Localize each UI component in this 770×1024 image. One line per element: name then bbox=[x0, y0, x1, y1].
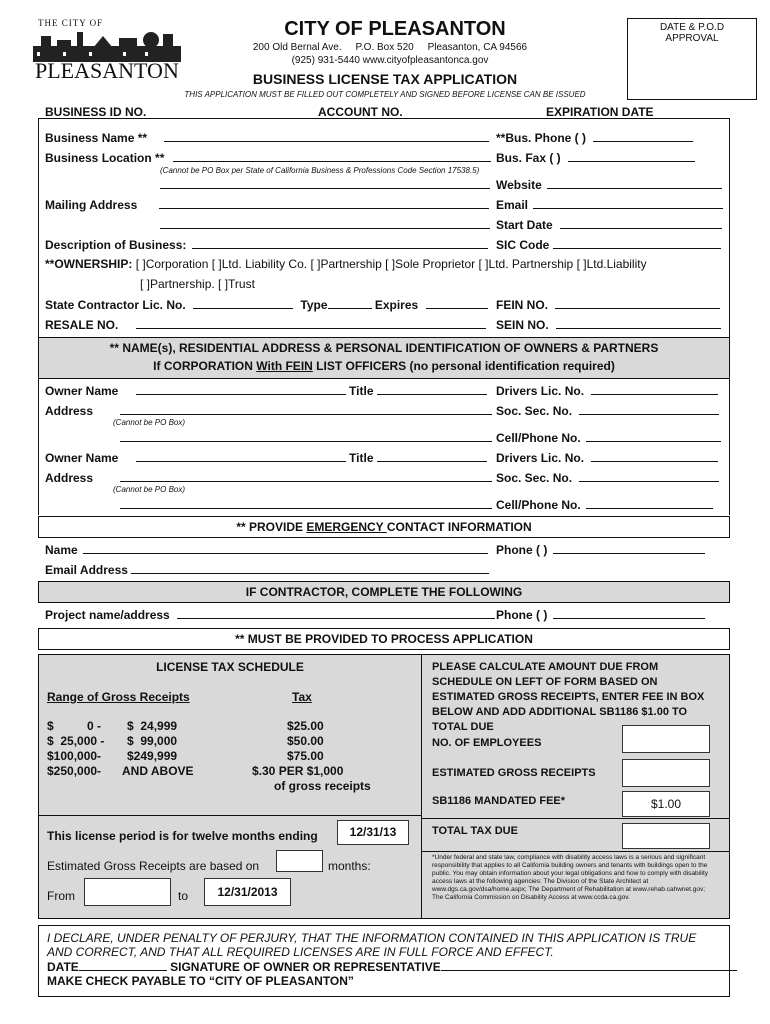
city-logo bbox=[33, 18, 183, 83]
owner1-address-field[interactable] bbox=[120, 403, 492, 415]
emergency-header: ** PROVIDE EMERGENCY CONTACT INFORMATION bbox=[38, 516, 730, 538]
schedule-row-4 bbox=[47, 764, 407, 778]
required-note-box: ** MUST BE PROVIDED TO PROCESS APPLICATION bbox=[38, 628, 730, 650]
owner2-title-label: Title bbox=[349, 451, 374, 465]
owner2-name-field[interactable] bbox=[136, 450, 346, 462]
emergency-email-row bbox=[45, 562, 489, 577]
schedule-row-1 bbox=[47, 719, 387, 733]
owner1-ssn-label: Soc. Sec. No. bbox=[496, 404, 573, 418]
emergency-email-label: Email Address bbox=[45, 563, 128, 577]
mailing-field-2[interactable] bbox=[160, 217, 490, 229]
owner2-cell-row bbox=[496, 497, 713, 512]
email-label: Email bbox=[496, 198, 529, 212]
based-on-text: Estimated Gross Receipts are based on bbox=[47, 859, 260, 873]
emergency-name-row bbox=[45, 542, 488, 557]
owner1-drivers-row bbox=[496, 383, 718, 398]
sein-field[interactable] bbox=[556, 317, 721, 329]
emergency-name-field[interactable] bbox=[83, 542, 488, 554]
owner2-address-field-2[interactable] bbox=[120, 497, 492, 509]
bus-phone-row bbox=[496, 130, 693, 145]
website-row bbox=[496, 177, 722, 192]
sb1186-label: SB1186 MANDATED FEE* bbox=[432, 795, 566, 807]
total-field[interactable] bbox=[622, 823, 710, 849]
owner2-address-label: Address bbox=[45, 471, 94, 485]
location-line2 bbox=[160, 177, 490, 192]
business-location-label: Business Location ** bbox=[45, 151, 165, 165]
sein-row bbox=[496, 317, 721, 332]
row4-to: AND ABOVE bbox=[122, 764, 194, 778]
schedule-col-tax: Tax bbox=[292, 690, 312, 704]
row2-from: $ 25,000 - bbox=[47, 734, 105, 748]
ownership-row bbox=[45, 257, 647, 271]
row1-to: $ 24,999 bbox=[127, 719, 178, 733]
contractor-label: State Contractor Lic. No. bbox=[45, 298, 186, 312]
contractor-field[interactable] bbox=[193, 297, 293, 309]
owner1-title-label: Title bbox=[349, 384, 374, 398]
payable-text: MAKE CHECK PAYABLE TO “CITY OF PLEASANTON” bbox=[47, 974, 354, 988]
website-label: Website bbox=[496, 178, 542, 192]
type-label: Type bbox=[300, 298, 328, 312]
expiration-label: EXPIRATION DATE bbox=[546, 105, 654, 119]
owner1-ssn-field[interactable] bbox=[579, 403, 719, 415]
owner1-row bbox=[45, 383, 487, 398]
sb1186-field[interactable]: $1.00 bbox=[622, 791, 710, 817]
start-date-label: Start Date bbox=[496, 218, 553, 232]
email-field[interactable] bbox=[533, 197, 723, 209]
calc-divider-2 bbox=[422, 851, 730, 852]
emergency-phone-field[interactable] bbox=[553, 542, 705, 554]
owner1-address-row bbox=[45, 403, 492, 418]
bus-fax-label: Bus. Fax ( ) bbox=[496, 151, 561, 165]
row2-tax: $50.00 bbox=[287, 734, 324, 748]
start-date-field[interactable] bbox=[560, 217, 722, 229]
owner2-ssn-row bbox=[496, 470, 719, 485]
location-note: (Cannot be PO Box per State of California Business & Professions Code Section 17538.5) bbox=[160, 166, 480, 175]
instruction-text: THIS APPLICATION MUST BE FILLED OUT COMPLETELY AND SIGNED BEFORE LICENSE CAN BE ISSUED bbox=[184, 90, 586, 99]
owner1-name-label: Owner Name bbox=[45, 384, 119, 398]
approval-label: DATE & P.O.D APPROVAL bbox=[659, 22, 725, 44]
declaration-text: I DECLARE, UNDER PENALTY OF PERJURY, THAT THE INFORMATION CONTAINED IN THIS APPLICATION IS TRUE AND CORRECT, AND THAT ALL REQUIRED LICENSES ARE IN FULL FORCE AND EFFECT. bbox=[47, 931, 697, 959]
gross-field[interactable] bbox=[622, 759, 710, 787]
from-field[interactable] bbox=[84, 878, 171, 906]
employees-label: NO. OF EMPLOYEES bbox=[432, 737, 542, 749]
fein-row bbox=[496, 297, 720, 312]
schedule-col-range: Range of Gross Receipts bbox=[47, 690, 190, 704]
type-field[interactable] bbox=[328, 297, 372, 309]
owner2-address-field[interactable] bbox=[120, 470, 492, 482]
owners-border bbox=[38, 379, 730, 515]
signature-row bbox=[39, 959, 729, 974]
sic-label: SIC Code bbox=[496, 238, 550, 252]
to-field[interactable]: 12/31/2013 bbox=[204, 878, 291, 906]
owner1-ssn-row bbox=[496, 403, 719, 418]
resale-label: RESALE NO. bbox=[45, 318, 119, 332]
contractor-phone-row bbox=[496, 607, 705, 622]
row1-from: $ 0 - bbox=[47, 719, 102, 733]
owners-title-1: ** NAME(s), RESIDENTIAL ADDRESS & PERSONAL IDENTIFICATION OF OWNERS & PARTNERS bbox=[109, 341, 659, 355]
owner1-name-field[interactable] bbox=[136, 383, 346, 395]
owner2-cell-label: Cell/Phone No. bbox=[496, 498, 581, 512]
disability-footnote: *Under federal and state law, compliance with disability access laws is a serious and significant responsibility that applies to all California building owners and tenants with buildings open to the public. You may obtain information about your legal obligations and how to comply with disability access laws at the following agencies: The Division of the State Architect at www.dgs.ca.gov/dsa/home.aspx; The Department of Rehabilitation at www.rehab.cahwnet.gov; The California Commission on Disability Access at www.ccda.ca.gov. bbox=[432, 854, 709, 901]
owner1-address-line2 bbox=[120, 430, 492, 445]
bus-fax-row bbox=[496, 150, 695, 165]
period-text: This license period is for twelve months ending bbox=[47, 829, 318, 843]
project-label: Project name/address bbox=[45, 608, 170, 622]
emergency-phone-row bbox=[496, 542, 705, 557]
owner2-po-note: (Cannot be PO Box) bbox=[113, 485, 186, 494]
fein-field[interactable] bbox=[555, 297, 720, 309]
total-label: TOTAL TAX DUE bbox=[432, 825, 518, 837]
owner2-drivers-label: Drivers Lic. No. bbox=[496, 451, 585, 465]
mailing-row bbox=[45, 197, 489, 212]
owner1-drivers-label: Drivers Lic. No. bbox=[496, 384, 585, 398]
signature-label: SIGNATURE OF OWNER OR REPRESENTATIVE bbox=[170, 960, 441, 974]
tax-note: of gross receipts bbox=[274, 779, 371, 793]
row1-tax: $25.00 bbox=[287, 719, 324, 733]
signature-field[interactable] bbox=[441, 959, 737, 971]
owner1-title-field[interactable] bbox=[377, 383, 487, 395]
website-field[interactable] bbox=[547, 177, 722, 189]
business-id-label: BUSINESS ID NO. bbox=[45, 105, 147, 119]
description-field[interactable] bbox=[192, 237, 488, 249]
months-label: months: bbox=[328, 859, 371, 873]
skyline-icon bbox=[33, 28, 181, 62]
expires-label: Expires bbox=[374, 298, 419, 312]
date-field[interactable] bbox=[79, 959, 167, 971]
business-location-field-2[interactable] bbox=[160, 177, 490, 189]
to-label: to bbox=[178, 889, 189, 903]
schedule-divider-v bbox=[421, 654, 422, 919]
fein-label: FEIN NO. bbox=[496, 298, 549, 312]
business-location-row bbox=[45, 150, 491, 165]
from-label: From bbox=[47, 889, 75, 903]
owners-title-2: If CORPORATION With FEIN LIST OFFICERS (no personal identification required) bbox=[153, 359, 615, 373]
mailing-field[interactable] bbox=[159, 197, 489, 209]
bus-fax-field[interactable] bbox=[568, 150, 695, 162]
date-label: DATE bbox=[47, 960, 79, 974]
header-address: 200 Old Bernal Ave. P.O. Box 520 Pleasanton, CA 94566 bbox=[252, 42, 528, 53]
bus-phone-label: **Bus. Phone ( ) bbox=[496, 131, 587, 145]
emergency-email-field[interactable] bbox=[131, 562, 489, 574]
header-contact: (925) 931-5440 www.cityofpleasantonca.gov bbox=[291, 55, 489, 66]
approval-box bbox=[627, 18, 757, 100]
owner1-address-label: Address bbox=[45, 404, 94, 418]
owner1-cell-field[interactable] bbox=[586, 430, 721, 442]
business-name-field[interactable] bbox=[164, 130, 489, 142]
schedule-title: LICENSE TAX SCHEDULE bbox=[156, 660, 304, 674]
owner1-cell-label: Cell/Phone No. bbox=[496, 431, 581, 445]
bus-phone-field[interactable] bbox=[593, 130, 693, 142]
contractor-row bbox=[45, 297, 488, 312]
description-label: Description of Business: bbox=[45, 238, 187, 252]
owner2-row bbox=[45, 450, 487, 465]
row2-to: $ 99,000 bbox=[127, 734, 178, 748]
contractor-header: IF CONTRACTOR, COMPLETE THE FOLLOWING bbox=[38, 581, 730, 603]
owner2-cell-field[interactable] bbox=[586, 497, 713, 509]
ownership-label: **OWNERSHIP: bbox=[45, 257, 133, 271]
business-location-field[interactable] bbox=[173, 150, 491, 162]
owner1-po-note: (Cannot be PO Box) bbox=[113, 418, 186, 427]
row4-tax: $.30 PER $1,000 bbox=[252, 764, 344, 778]
logo-the-city-of: THE CITY OF bbox=[38, 18, 104, 28]
employees-field[interactable] bbox=[622, 725, 710, 753]
page-title: CITY OF PLEASANTON bbox=[284, 18, 506, 40]
business-name-label: Business Name ** bbox=[45, 131, 148, 145]
owners-section-header bbox=[38, 337, 730, 379]
months-field[interactable] bbox=[276, 850, 323, 872]
row3-tax: $75.00 bbox=[287, 749, 324, 763]
ownership-options[interactable]: [ ]Corporation [ ]Ltd. Liability Co. [ ]Partnership [ ]Sole Proprietor [ ]Ltd. Partnership [ ]Ltd.Liability bbox=[135, 257, 647, 271]
declaration-box bbox=[38, 925, 730, 997]
schedule-row-3 bbox=[47, 749, 387, 763]
sein-label: SEIN NO. bbox=[496, 318, 549, 332]
project-field[interactable] bbox=[177, 607, 495, 619]
email-row bbox=[496, 197, 723, 212]
resale-row bbox=[45, 317, 486, 332]
owner1-address-field-2[interactable] bbox=[120, 430, 492, 442]
ownership-row2 bbox=[140, 277, 255, 291]
owner1-cell-row bbox=[496, 430, 721, 445]
gross-label: ESTIMATED GROSS RECEIPTS bbox=[432, 767, 596, 779]
mailing-label: Mailing Address bbox=[45, 198, 138, 212]
contractor-phone-label: Phone ( ) bbox=[496, 608, 548, 622]
owner2-address-line2 bbox=[120, 497, 492, 512]
row3-to: $249,999 bbox=[127, 749, 178, 763]
owner2-ssn-field[interactable] bbox=[579, 470, 719, 482]
emergency-phone-label: Phone ( ) bbox=[496, 543, 548, 557]
schedule-divider-h bbox=[38, 815, 422, 816]
mailing-line2 bbox=[160, 217, 490, 232]
owner2-ssn-label: Soc. Sec. No. bbox=[496, 471, 573, 485]
sic-field[interactable] bbox=[553, 237, 721, 249]
owner2-address-row bbox=[45, 470, 492, 485]
logo-name: PLEASANTON bbox=[35, 58, 179, 83]
start-date-row bbox=[496, 217, 722, 232]
row4-from: $250,000- bbox=[47, 764, 102, 778]
account-label: ACCOUNT NO. bbox=[318, 105, 403, 119]
expires-field[interactable] bbox=[426, 297, 488, 309]
description-row bbox=[45, 237, 488, 252]
project-row bbox=[45, 607, 495, 622]
period-end-field[interactable]: 12/31/13 bbox=[337, 820, 409, 845]
resale-field[interactable] bbox=[136, 317, 486, 329]
contractor-phone-field[interactable] bbox=[553, 607, 705, 619]
owner1-drivers-field[interactable] bbox=[591, 383, 718, 395]
ownership-options-2[interactable]: [ ]Partnership. [ ]Trust bbox=[140, 277, 255, 291]
owner2-title-field[interactable] bbox=[377, 450, 487, 462]
owner2-name-label: Owner Name bbox=[45, 451, 119, 465]
emergency-name-label: Name bbox=[45, 543, 78, 557]
owner2-drivers-field[interactable] bbox=[591, 450, 718, 462]
form-title: BUSINESS LICENSE TAX APPLICATION bbox=[252, 71, 518, 87]
schedule-row-2 bbox=[47, 734, 387, 748]
owner2-drivers-row bbox=[496, 450, 718, 465]
calc-divider bbox=[422, 818, 730, 819]
sic-row bbox=[496, 237, 721, 252]
row3-from: $100,000- bbox=[47, 749, 102, 763]
business-name-row bbox=[45, 130, 489, 145]
calc-instructions: PLEASE CALCULATE AMOUNT DUE FROM SCHEDULE ON LEFT OF FORM BASED ON ESTIMATED GROSS RECEIPTS, ENTER FEE IN BOX BELOW AND ADD ADDITIONAL SB1186 $1.00 TO TOTAL DUE bbox=[432, 661, 705, 733]
